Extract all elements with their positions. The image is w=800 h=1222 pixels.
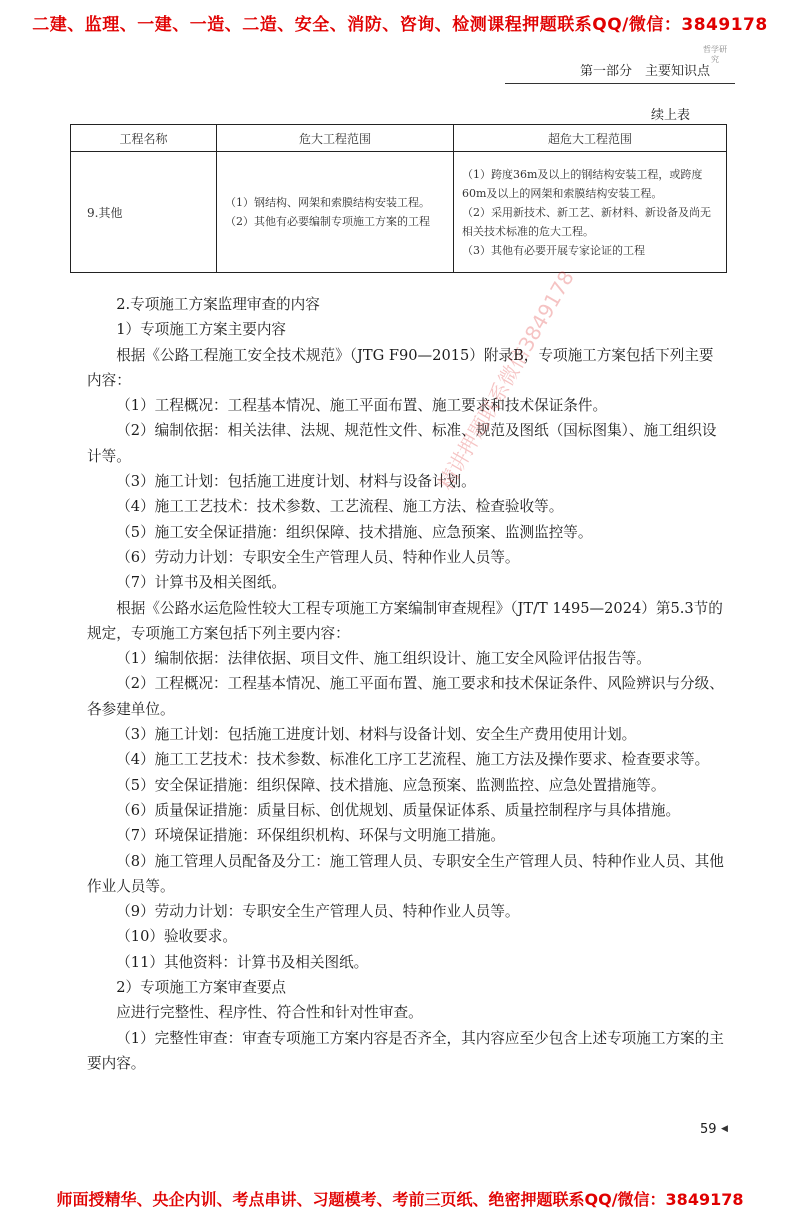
- list-item: （9）劳动力计划：专职安全生产管理人员、特种作业人员等。: [116, 903, 520, 921]
- subsection-heading: 2）专项施工方案审查要点: [116, 979, 287, 997]
- list-item: （6）质量保证措施：质量目标、创优规划、质量保证体系、质量控制程序与具体措施。: [116, 801, 681, 819]
- list-item: （8）施工管理人员配备及分工：施工管理人员、专职安全生产管理人员、特种作业人员、其他作业人员等。: [87, 852, 724, 895]
- bottom-banner: 师面授精华、央企内训、考点串讲、习题模考、考前三页纸、绝密押题联系QQ/微信：3849178: [56, 1190, 744, 1209]
- header-logo-mark: 哲学研究: [703, 45, 727, 64]
- project-name-cell: 9.其他: [71, 152, 217, 273]
- paragraph: 应进行完整性、程序性、符合性和针对性审查。: [116, 1004, 423, 1022]
- page-number: 59: [700, 1122, 717, 1137]
- list-item: （5）施工安全保证措施：组织保障、技术措施、应急预案、监测监控等。: [116, 523, 593, 541]
- table-row: [71, 152, 727, 273]
- list-item: （6）劳动力计划：专职安全生产管理人员、特种作业人员等。: [116, 548, 520, 566]
- list-item: （7）环境保证措施：环保组织机构、环保与文明施工措施。: [116, 827, 505, 845]
- danger-scope-cell: [217, 152, 454, 273]
- list-item: （2）编制依据：相关法律、法规、规范性文件、标准、规范及图纸（国标图集）、施工组织设计等。: [87, 422, 717, 465]
- cell-line: （1）跨度36m及以上的钢结构安装工程，或跨度60m及以上的网架和索膜结构安装工程。: [462, 167, 703, 200]
- list-item: （4）施工工艺技术：技术参数、标准化工序工艺流程、施工方法及操作要求、检查要求等。: [116, 751, 710, 769]
- watermark: 精讲押题联系微信3849178: [433, 266, 579, 494]
- list-item: （10）验收要求。: [116, 928, 237, 946]
- list-item: （11）其他资料：计算书及相关图纸。: [116, 953, 369, 971]
- header-rule: [505, 83, 735, 84]
- section-heading: 2.专项施工方案监理审查的内容: [116, 296, 320, 313]
- list-item: （3）施工计划：包括施工进度计划、材料与设备计划、安全生产费用使用计划。: [116, 726, 637, 744]
- paragraph: 根据《公路工程施工安全技术规范》（JTG F90—2015）附录B，专项施工方案包括下列主要内容：: [87, 346, 714, 389]
- page-arrow-icon: ◀: [721, 1124, 728, 1134]
- super-danger-scope-cell: [454, 152, 727, 273]
- list-item: （2）工程概况：工程基本情况、施工平面布置、施工要求和技术保证条件、风险辨识与分级、各参建单位。: [87, 675, 724, 718]
- table-header-cell: 超危大工程范围: [454, 125, 727, 152]
- paragraph: 根据《公路水运危险性较大工程专项施工方案编制审查规程》（JT/T 1495—2024）第5.3节的规定，专项施工方案包括下列主要内容：: [87, 599, 723, 642]
- list-item: （1）工程概况：工程基本情况、施工平面布置、施工要求和技术保证条件。: [116, 397, 608, 415]
- table-header-row: [71, 125, 727, 152]
- list-item: （3）施工计划：包括施工进度计划、材料与设备计划。: [116, 473, 476, 491]
- section-header: 第一部分 主要知识点: [579, 64, 710, 79]
- table-header-cell: 工程名称: [71, 125, 217, 152]
- table-header-cell: 危大工程范围: [217, 125, 454, 152]
- cell-line: （1）钢结构、网架和索膜结构安装工程。: [225, 196, 430, 209]
- list-item: （1）完整性审查：审查专项施工方案内容是否齐全，其内容应至少包含上述专项施工方案的主要内容。: [87, 1029, 724, 1072]
- subsection-heading: 1）专项施工方案主要内容: [116, 321, 287, 339]
- hazard-table: [70, 124, 727, 273]
- cell-line: （3）其他有必要开展专家论证的工程: [462, 243, 645, 257]
- cell-line: （2）其他有必要编制专项施工方案的工程: [225, 215, 430, 228]
- list-item: （1）编制依据：法律依据、项目文件、施工组织设计、施工安全风险评估报告等。: [116, 650, 651, 668]
- body-text: [87, 292, 727, 1076]
- continued-label: 续上表: [650, 108, 690, 123]
- list-item: （4）施工工艺技术：技术参数、工艺流程、施工方法、检查验收等。: [116, 498, 564, 516]
- list-item: （5）安全保证措施：组织保障、技术措施、应急预案、监测监控、应急处置措施等。: [116, 776, 666, 794]
- list-item: （7）计算书及相关图纸。: [116, 574, 287, 592]
- cell-line: （2）采用新技术、新工艺、新材料、新设备及尚无相关技术标准的危大工程。: [462, 205, 711, 238]
- top-banner: 二建、监理、一建、一造、二造、安全、消防、咨询、检测课程押题联系QQ/微信：3849178: [32, 15, 768, 35]
